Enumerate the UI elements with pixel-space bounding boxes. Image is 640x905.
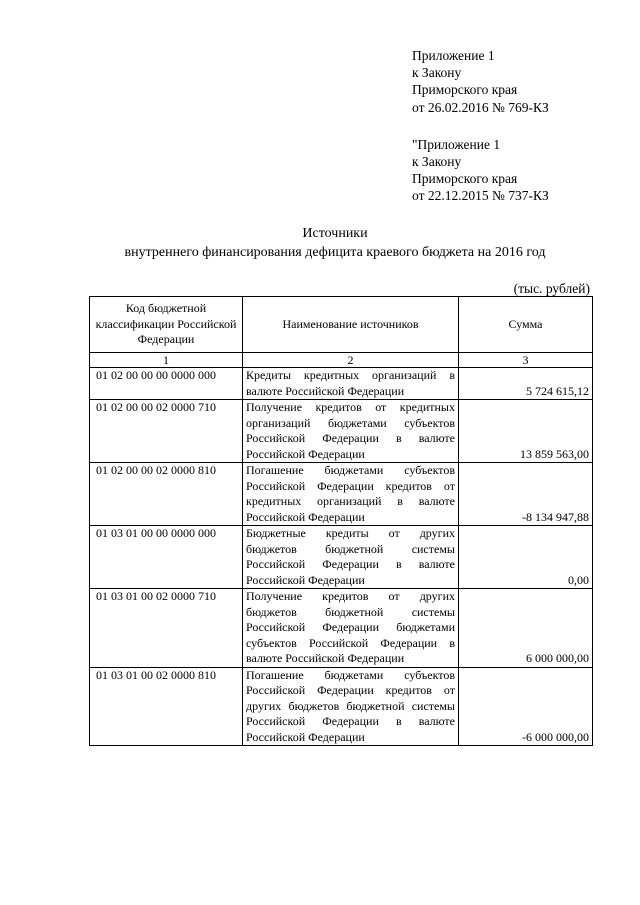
document-title: Источники	[302, 226, 368, 241]
row-code: 01 02 00 00 02 0000 710	[90, 400, 243, 463]
spacer	[412, 116, 549, 136]
appendix-original-line: к Закону	[412, 154, 462, 170]
row-code: 01 03 01 00 02 0000 710	[90, 589, 243, 668]
column-number: 1	[90, 353, 243, 368]
row-sum: 0,00	[459, 526, 593, 589]
column-number: 3	[459, 353, 593, 368]
appendix-original-line: "Приложение 1	[412, 136, 501, 152]
row-code: 01 02 00 00 00 0000 000	[90, 368, 243, 400]
table-row	[90, 368, 593, 400]
row-code: 01 03 01 00 02 0000 810	[90, 667, 243, 746]
table-row	[90, 589, 593, 668]
row-name: Бюджетные кредиты от других бюджетов бюджетной системы Российской Федерации в валюте Российской Федерации	[243, 526, 459, 589]
column-number-row	[90, 353, 593, 368]
units-label: (тыс. рублей)	[513, 281, 590, 296]
appendix-block	[412, 47, 549, 205]
appendix-line: Приложение 1	[412, 48, 495, 63]
row-name: Получение кредитов от кредитных организаций бюджетами субъектов Российской Федерации в валюте Российской Федерации	[243, 400, 459, 463]
document-subtitle: внутреннего финансирования дефицита краевого бюджета на 2016 год	[124, 245, 546, 260]
row-name: Погашение бюджетами субъектов Российской Федерации кредитов от кредитных организаций в валюте Российской Федерации	[243, 463, 459, 526]
appendix-original-line: от 22.12.2015 № 737-КЗ	[412, 188, 549, 204]
header-name: Наименование источников	[243, 297, 459, 353]
row-sum: 6 000 000,00	[459, 589, 593, 668]
table-header-row	[90, 297, 593, 353]
row-code: 01 03 01 00 00 0000 000	[90, 526, 243, 589]
header-sum: Сумма	[459, 297, 593, 353]
row-sum: 13 859 563,00	[459, 400, 593, 463]
table-row	[90, 463, 593, 526]
appendix-original-line: Приморского края	[412, 171, 518, 187]
row-name: Погашение бюджетами субъектов Российской Федерации кредитов от других бюджетов бюджетной системы Российской Федерации в валюте Российской Федерации	[243, 667, 459, 746]
appendix-line: от 26.02.2016 № 769-КЗ	[412, 99, 549, 115]
header-code: Код бюджетной классификации Российской Федерации	[90, 297, 243, 353]
appendix-line: Приморского края	[412, 82, 518, 98]
row-sum: 5 724 615,12	[459, 368, 593, 400]
row-name: Получение кредитов от других бюджетов бюджетной системы Российской Федерации бюджетами субъектов Российской Федерации в валюте Российской Федерации	[243, 589, 459, 668]
financing-sources-table	[89, 296, 593, 746]
row-name: Кредиты кредитных организаций в валюте Российской Федерации	[243, 368, 459, 400]
appendix-line: к Закону	[412, 65, 462, 81]
row-sum: -8 134 947,88	[459, 463, 593, 526]
column-number: 2	[243, 353, 459, 368]
table-row	[90, 667, 593, 746]
row-code: 01 02 00 00 02 0000 810	[90, 463, 243, 526]
table-row	[90, 526, 593, 589]
row-sum: -6 000 000,00	[459, 667, 593, 746]
table-row	[90, 400, 593, 463]
